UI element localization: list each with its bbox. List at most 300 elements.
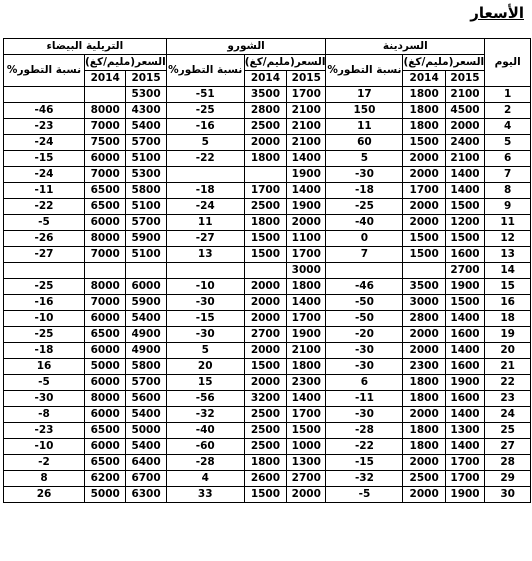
shouro-trend-cell: 30- xyxy=(166,327,244,343)
trilia-trend-cell: 8- xyxy=(4,407,85,423)
table-row xyxy=(4,439,531,455)
shouro-price-2015-cell: 1100 xyxy=(287,231,326,247)
trilia-price-2014-cell: 6000 xyxy=(85,407,126,423)
sardine-price-2014-cell: 2300 xyxy=(403,359,445,375)
sardine-trend-cell: 50- xyxy=(326,311,403,327)
trilia-price-2015-cell: 5800 xyxy=(126,359,166,375)
shouro-price-2014-cell: 2000 xyxy=(244,135,286,151)
table-row xyxy=(4,103,531,119)
shouro-price-2015-cell: 3000 xyxy=(287,263,326,279)
trilia-price-2015-cell: 4900 xyxy=(126,343,166,359)
year-header: 2015 xyxy=(287,71,326,87)
trilia-price-2014-cell: 7000 xyxy=(85,167,126,183)
sardine-price-2015-cell: 1400 xyxy=(445,343,484,359)
shouro-trend-cell: 24- xyxy=(166,199,244,215)
table-row xyxy=(4,279,531,295)
shouro-trend-cell: 28- xyxy=(166,455,244,471)
sardine-price-2014-cell: 2000 xyxy=(403,327,445,343)
price-header: السعر(مليم/كغ) xyxy=(244,55,326,71)
trilia-trend-cell: 5- xyxy=(4,375,85,391)
shouro-trend-cell: 22- xyxy=(166,151,244,167)
table-row xyxy=(4,231,531,247)
sardine-price-2014-cell: 1500 xyxy=(403,247,445,263)
table-row xyxy=(4,247,531,263)
sardine-price-2014-cell: 1800 xyxy=(403,423,445,439)
trilia-price-2015-cell: 6000 xyxy=(126,279,166,295)
shouro-price-2014-cell: 2000 xyxy=(244,375,286,391)
sardine-trend-cell: 46- xyxy=(326,279,403,295)
shouro-trend-cell: 16- xyxy=(166,119,244,135)
trilia-price-2014-cell xyxy=(85,263,126,279)
shouro-trend-cell: 27- xyxy=(166,231,244,247)
trilia-price-2014-cell: 6000 xyxy=(85,215,126,231)
group-header-sardine: السردينة xyxy=(326,39,485,55)
trilia-price-2014-cell: 6000 xyxy=(85,343,126,359)
shouro-trend-cell: 60- xyxy=(166,439,244,455)
table-row xyxy=(4,471,531,487)
sardine-price-2015-cell: 1900 xyxy=(445,487,484,503)
shouro-price-2015-cell: 1700 xyxy=(287,87,326,103)
day-cell: 1 xyxy=(485,87,531,103)
day-cell: 14 xyxy=(485,263,531,279)
shouro-price-2015-cell: 1400 xyxy=(287,295,326,311)
shouro-price-2014-cell: 1500 xyxy=(244,487,286,503)
shouro-price-2015-cell: 1400 xyxy=(287,391,326,407)
sardine-price-2014-cell: 1500 xyxy=(403,231,445,247)
shouro-trend-cell: 4 xyxy=(166,471,244,487)
shouro-trend-cell: 5 xyxy=(166,343,244,359)
sardine-trend-cell: 50- xyxy=(326,295,403,311)
trilia-trend-cell: 11- xyxy=(4,183,85,199)
trilia-trend-cell: 46- xyxy=(4,103,85,119)
shouro-price-2015-cell: 1700 xyxy=(287,311,326,327)
table-row xyxy=(4,263,531,279)
trilia-trend-cell xyxy=(4,87,85,103)
price-header: السعر(مليم/كغ) xyxy=(85,55,167,71)
trilia-price-2014-cell: 7000 xyxy=(85,119,126,135)
trilia-price-2014-cell: 6500 xyxy=(85,327,126,343)
shouro-price-2015-cell: 2000 xyxy=(287,487,326,503)
trilia-trend-cell: 18- xyxy=(4,343,85,359)
shouro-trend-cell: 11 xyxy=(166,215,244,231)
sardine-trend-cell: 18- xyxy=(326,183,403,199)
sardine-trend-cell: 20- xyxy=(326,327,403,343)
sardine-trend-cell: 30- xyxy=(326,407,403,423)
sardine-trend-cell: 0 xyxy=(326,231,403,247)
trilia-trend-cell: 25- xyxy=(4,327,85,343)
shouro-price-2015-cell: 2300 xyxy=(287,375,326,391)
table-row xyxy=(4,327,531,343)
shouro-trend-cell xyxy=(166,167,244,183)
trilia-trend-cell: 15- xyxy=(4,151,85,167)
trend-header: نسبة التطور% xyxy=(326,55,403,87)
trilia-price-2015-cell: 5800 xyxy=(126,183,166,199)
trilia-trend-cell xyxy=(4,263,85,279)
shouro-price-2015-cell: 2100 xyxy=(287,343,326,359)
sardine-price-2014-cell: 1800 xyxy=(403,439,445,455)
sardine-price-2014-cell xyxy=(403,263,445,279)
shouro-price-2014-cell: 2000 xyxy=(244,279,286,295)
trilia-trend-cell: 23- xyxy=(4,119,85,135)
sardine-trend-cell: 28- xyxy=(326,423,403,439)
sardine-trend-cell: 17 xyxy=(326,87,403,103)
sardine-trend-cell: 7 xyxy=(326,247,403,263)
group-header-trilia: التريلية البيضاء xyxy=(4,39,167,55)
day-cell: 20 xyxy=(485,343,531,359)
shouro-price-2014-cell: 2500 xyxy=(244,199,286,215)
day-cell: 12 xyxy=(485,231,531,247)
trilia-price-2014-cell: 8000 xyxy=(85,279,126,295)
table-row xyxy=(4,391,531,407)
sardine-price-2015-cell: 1400 xyxy=(445,407,484,423)
table-row xyxy=(4,423,531,439)
trilia-price-2015-cell: 5300 xyxy=(126,167,166,183)
shouro-price-2014-cell: 2700 xyxy=(244,327,286,343)
shouro-trend-cell: 25- xyxy=(166,103,244,119)
sardine-price-2015-cell: 4500 xyxy=(445,103,484,119)
sardine-trend-cell: 32- xyxy=(326,471,403,487)
trilia-trend-cell: 23- xyxy=(4,423,85,439)
trilia-price-2014-cell: 7000 xyxy=(85,295,126,311)
sardine-price-2015-cell: 1700 xyxy=(445,471,484,487)
sardine-trend-cell: 5 xyxy=(326,151,403,167)
sardine-price-2014-cell: 1700 xyxy=(403,183,445,199)
shouro-price-2015-cell: 1800 xyxy=(287,279,326,295)
day-cell: 28 xyxy=(485,455,531,471)
day-cell: 29 xyxy=(485,471,531,487)
shouro-price-2014-cell: 2600 xyxy=(244,471,286,487)
trilia-price-2015-cell: 5600 xyxy=(126,391,166,407)
shouro-price-2014-cell: 2500 xyxy=(244,439,286,455)
table-row xyxy=(4,199,531,215)
trilia-price-2015-cell: 5300 xyxy=(126,87,166,103)
trilia-price-2015-cell: 5900 xyxy=(126,295,166,311)
shouro-price-2014-cell: 1800 xyxy=(244,455,286,471)
sardine-price-2014-cell: 2000 xyxy=(403,455,445,471)
trilia-trend-cell: 16 xyxy=(4,359,85,375)
shouro-price-2014-cell: 1800 xyxy=(244,151,286,167)
table-row xyxy=(4,215,531,231)
trilia-price-2015-cell: 5100 xyxy=(126,247,166,263)
trilia-price-2014-cell xyxy=(85,87,126,103)
sardine-price-2014-cell: 2800 xyxy=(403,311,445,327)
trilia-trend-cell: 16- xyxy=(4,295,85,311)
sardine-price-2014-cell: 1800 xyxy=(403,87,445,103)
sardine-trend-cell: 150 xyxy=(326,103,403,119)
shouro-price-2014-cell: 1500 xyxy=(244,359,286,375)
trilia-price-2015-cell: 5400 xyxy=(126,119,166,135)
trilia-trend-cell: 26- xyxy=(4,231,85,247)
trilia-price-2015-cell: 5100 xyxy=(126,151,166,167)
day-cell: 30 xyxy=(485,487,531,503)
trend-header: نسبة التطور% xyxy=(166,55,244,87)
day-cell: 23 xyxy=(485,391,531,407)
shouro-trend-cell: 40- xyxy=(166,423,244,439)
trilia-price-2014-cell: 6000 xyxy=(85,151,126,167)
group-header-shouro: الشورو xyxy=(166,39,326,55)
day-cell: 21 xyxy=(485,359,531,375)
trilia-price-2015-cell: 5700 xyxy=(126,375,166,391)
trilia-price-2014-cell: 8000 xyxy=(85,103,126,119)
shouro-price-2015-cell: 1400 xyxy=(287,183,326,199)
sardine-price-2015-cell: 1200 xyxy=(445,215,484,231)
sardine-price-2015-cell: 1500 xyxy=(445,295,484,311)
table-row xyxy=(4,359,531,375)
sardine-price-2015-cell: 1600 xyxy=(445,327,484,343)
shouro-trend-cell: 10- xyxy=(166,279,244,295)
shouro-price-2014-cell: 2000 xyxy=(244,295,286,311)
sardine-price-2014-cell: 2000 xyxy=(403,343,445,359)
subheader-row xyxy=(4,55,531,71)
table-row xyxy=(4,183,531,199)
sardine-price-2014-cell: 1800 xyxy=(403,103,445,119)
trilia-price-2015-cell: 5900 xyxy=(126,231,166,247)
trilia-price-2014-cell: 6500 xyxy=(85,423,126,439)
shouro-trend-cell xyxy=(166,263,244,279)
table-row xyxy=(4,407,531,423)
trilia-price-2015-cell: 6300 xyxy=(126,487,166,503)
shouro-price-2014-cell: 1500 xyxy=(244,247,286,263)
shouro-trend-cell: 5 xyxy=(166,135,244,151)
trilia-price-2015-cell: 5100 xyxy=(126,199,166,215)
shouro-price-2015-cell: 2100 xyxy=(287,103,326,119)
trilia-trend-cell: 25- xyxy=(4,279,85,295)
shouro-price-2014-cell: 2500 xyxy=(244,407,286,423)
day-cell: 6 xyxy=(485,151,531,167)
trilia-price-2015-cell: 4900 xyxy=(126,327,166,343)
shouro-price-2015-cell: 1900 xyxy=(287,327,326,343)
shouro-price-2015-cell: 1900 xyxy=(287,199,326,215)
trend-header: نسبة التطور% xyxy=(4,55,85,87)
shouro-trend-cell: 56- xyxy=(166,391,244,407)
trilia-trend-cell: 10- xyxy=(4,439,85,455)
price-header: السعر(مليم/كغ) xyxy=(403,55,485,71)
shouro-trend-cell: 13 xyxy=(166,247,244,263)
shouro-trend-cell: 33 xyxy=(166,487,244,503)
day-cell: 25 xyxy=(485,423,531,439)
trilia-price-2014-cell: 6000 xyxy=(85,375,126,391)
trilia-price-2015-cell: 6700 xyxy=(126,471,166,487)
sardine-price-2015-cell: 1600 xyxy=(445,359,484,375)
sardine-trend-cell: 22- xyxy=(326,439,403,455)
sardine-price-2014-cell: 2000 xyxy=(403,487,445,503)
table-row xyxy=(4,295,531,311)
trilia-trend-cell: 26 xyxy=(4,487,85,503)
shouro-price-2014-cell: 2000 xyxy=(244,311,286,327)
sardine-price-2014-cell: 2000 xyxy=(403,407,445,423)
trilia-price-2014-cell: 6000 xyxy=(85,311,126,327)
sardine-trend-cell: 30- xyxy=(326,359,403,375)
trilia-trend-cell: 8 xyxy=(4,471,85,487)
table-row xyxy=(4,343,531,359)
shouro-trend-cell: 18- xyxy=(166,183,244,199)
group-header-row xyxy=(4,39,531,55)
sardine-price-2015-cell: 1400 xyxy=(445,439,484,455)
day-cell: 11 xyxy=(485,215,531,231)
shouro-price-2015-cell: 2700 xyxy=(287,471,326,487)
sardine-trend-cell: 6 xyxy=(326,375,403,391)
shouro-trend-cell: 20 xyxy=(166,359,244,375)
trilia-price-2015-cell: 5400 xyxy=(126,439,166,455)
shouro-price-2014-cell: 2500 xyxy=(244,119,286,135)
shouro-trend-cell: 15 xyxy=(166,375,244,391)
day-cell: 2 xyxy=(485,103,531,119)
sardine-price-2015-cell: 1600 xyxy=(445,247,484,263)
table-row xyxy=(4,87,531,103)
sardine-price-2015-cell: 1400 xyxy=(445,311,484,327)
table-row xyxy=(4,167,531,183)
trilia-trend-cell: 2- xyxy=(4,455,85,471)
table-row xyxy=(4,375,531,391)
trilia-price-2014-cell: 8000 xyxy=(85,231,126,247)
trilia-price-2014-cell: 5000 xyxy=(85,487,126,503)
trilia-price-2014-cell: 5000 xyxy=(85,359,126,375)
day-cell: 16 xyxy=(485,295,531,311)
sardine-price-2015-cell: 2400 xyxy=(445,135,484,151)
trilia-price-2015-cell: 5000 xyxy=(126,423,166,439)
table-row xyxy=(4,487,531,503)
day-cell: 7 xyxy=(485,167,531,183)
page-title: الأسعار xyxy=(470,4,524,22)
trilia-price-2014-cell: 6500 xyxy=(85,183,126,199)
sardine-price-2014-cell: 1800 xyxy=(403,119,445,135)
shouro-price-2014-cell: 3500 xyxy=(244,87,286,103)
table-body xyxy=(4,87,531,503)
table-row xyxy=(4,135,531,151)
day-cell: 15 xyxy=(485,279,531,295)
shouro-price-2014-cell: 2000 xyxy=(244,343,286,359)
shouro-trend-cell: 30- xyxy=(166,295,244,311)
sardine-price-2014-cell: 3500 xyxy=(403,279,445,295)
table-row xyxy=(4,119,531,135)
sardine-price-2014-cell: 1800 xyxy=(403,391,445,407)
shouro-price-2015-cell: 1700 xyxy=(287,247,326,263)
year-header: 2014 xyxy=(403,71,445,87)
sardine-price-2015-cell: 1900 xyxy=(445,375,484,391)
shouro-price-2015-cell: 1400 xyxy=(287,151,326,167)
sardine-price-2015-cell: 1500 xyxy=(445,231,484,247)
trilia-price-2014-cell: 7500 xyxy=(85,135,126,151)
table-row xyxy=(4,151,531,167)
trilia-price-2015-cell xyxy=(126,263,166,279)
sardine-price-2015-cell: 2000 xyxy=(445,119,484,135)
sardine-trend-cell: 15- xyxy=(326,455,403,471)
sardine-trend-cell: 30- xyxy=(326,167,403,183)
day-cell: 24 xyxy=(485,407,531,423)
trilia-price-2014-cell: 7000 xyxy=(85,247,126,263)
shouro-price-2014-cell: 2500 xyxy=(244,423,286,439)
sardine-price-2014-cell: 1800 xyxy=(403,375,445,391)
day-cell: 27 xyxy=(485,439,531,455)
year-header: 2015 xyxy=(445,71,484,87)
sardine-price-2015-cell: 1400 xyxy=(445,183,484,199)
trilia-price-2014-cell: 6200 xyxy=(85,471,126,487)
sardine-price-2014-cell: 2000 xyxy=(403,199,445,215)
shouro-trend-cell: 15- xyxy=(166,311,244,327)
sardine-trend-cell: 11- xyxy=(326,391,403,407)
shouro-price-2014-cell: 1700 xyxy=(244,183,286,199)
sardine-price-2015-cell: 1500 xyxy=(445,199,484,215)
sardine-price-2014-cell: 2500 xyxy=(403,471,445,487)
shouro-price-2015-cell: 2100 xyxy=(287,119,326,135)
day-cell: 13 xyxy=(485,247,531,263)
trilia-price-2015-cell: 5700 xyxy=(126,215,166,231)
trilia-price-2014-cell: 6500 xyxy=(85,455,126,471)
sardine-price-2014-cell: 2000 xyxy=(403,167,445,183)
day-cell: 4 xyxy=(485,119,531,135)
sardine-trend-cell: 5- xyxy=(326,487,403,503)
trilia-trend-cell: 22- xyxy=(4,199,85,215)
shouro-price-2014-cell xyxy=(244,167,286,183)
day-cell: 19 xyxy=(485,327,531,343)
day-cell: 5 xyxy=(485,135,531,151)
shouro-price-2014-cell: 3200 xyxy=(244,391,286,407)
shouro-price-2014-cell: 1500 xyxy=(244,231,286,247)
trilia-trend-cell: 10- xyxy=(4,311,85,327)
shouro-price-2015-cell: 2000 xyxy=(287,215,326,231)
sardine-trend-cell: 25- xyxy=(326,199,403,215)
sardine-price-2015-cell: 1700 xyxy=(445,455,484,471)
year-header: 2015 xyxy=(126,71,166,87)
sardine-price-2015-cell: 2700 xyxy=(445,263,484,279)
shouro-price-2015-cell: 1700 xyxy=(287,407,326,423)
sardine-price-2015-cell: 2100 xyxy=(445,87,484,103)
year-header: 2014 xyxy=(244,71,286,87)
sardine-price-2014-cell: 2000 xyxy=(403,151,445,167)
trilia-price-2014-cell: 6000 xyxy=(85,439,126,455)
shouro-price-2015-cell: 1500 xyxy=(287,423,326,439)
sardine-trend-cell: 60 xyxy=(326,135,403,151)
sardine-price-2014-cell: 3000 xyxy=(403,295,445,311)
day-cell: 18 xyxy=(485,311,531,327)
sardine-trend-cell: 11 xyxy=(326,119,403,135)
shouro-price-2015-cell: 1000 xyxy=(287,439,326,455)
day-cell: 22 xyxy=(485,375,531,391)
shouro-price-2014-cell xyxy=(244,263,286,279)
trilia-trend-cell: 24- xyxy=(4,167,85,183)
day-cell: 8 xyxy=(485,183,531,199)
shouro-price-2015-cell: 1900 xyxy=(287,167,326,183)
trilia-price-2014-cell: 8000 xyxy=(85,391,126,407)
trilia-price-2015-cell: 4300 xyxy=(126,103,166,119)
day-cell: 9 xyxy=(485,199,531,215)
shouro-price-2014-cell: 1800 xyxy=(244,215,286,231)
day-header: اليوم xyxy=(485,39,531,87)
sardine-price-2014-cell: 2000 xyxy=(403,215,445,231)
sardine-price-2015-cell: 1300 xyxy=(445,423,484,439)
sardine-trend-cell xyxy=(326,263,403,279)
year-header: 2014 xyxy=(85,71,126,87)
sardine-trend-cell: 40- xyxy=(326,215,403,231)
sardine-price-2015-cell: 2100 xyxy=(445,151,484,167)
trilia-price-2015-cell: 5400 xyxy=(126,407,166,423)
sardine-price-2014-cell: 1500 xyxy=(403,135,445,151)
trilia-price-2015-cell: 5400 xyxy=(126,311,166,327)
shouro-price-2015-cell: 1300 xyxy=(287,455,326,471)
sardine-price-2015-cell: 1600 xyxy=(445,391,484,407)
sardine-price-2015-cell: 1900 xyxy=(445,279,484,295)
trilia-trend-cell: 24- xyxy=(4,135,85,151)
shouro-trend-cell: 51- xyxy=(166,87,244,103)
shouro-trend-cell: 32- xyxy=(166,407,244,423)
table-row xyxy=(4,455,531,471)
shouro-price-2014-cell: 2800 xyxy=(244,103,286,119)
trilia-price-2015-cell: 5700 xyxy=(126,135,166,151)
prices-table xyxy=(3,38,531,503)
trilia-trend-cell: 5- xyxy=(4,215,85,231)
trilia-trend-cell: 30- xyxy=(4,391,85,407)
trilia-price-2014-cell: 6500 xyxy=(85,199,126,215)
